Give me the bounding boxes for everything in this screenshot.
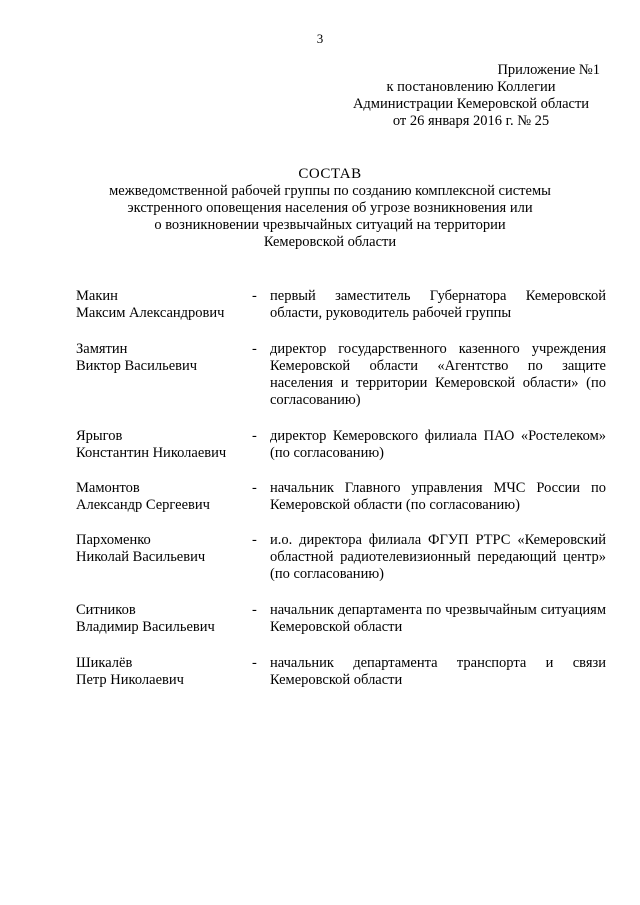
page-number: 3 xyxy=(316,31,324,46)
member-surname: Мамонтов xyxy=(76,480,140,496)
member-name xyxy=(76,602,252,636)
document-title xyxy=(60,165,600,251)
member-dash: - xyxy=(252,480,257,496)
member-given-name: Петр Николаевич xyxy=(76,672,184,688)
member-name xyxy=(76,655,252,689)
member-given-name: Виктор Васильевич xyxy=(76,358,198,374)
member-dash: - xyxy=(252,288,257,304)
member-dash: - xyxy=(252,602,257,618)
appendix-line-3: Администрации Кемеровской области xyxy=(352,96,590,112)
appendix-header xyxy=(330,62,612,130)
member-given-name: Владимир Васильевич xyxy=(76,619,215,635)
member-entry xyxy=(76,428,606,462)
member-entry xyxy=(76,655,606,689)
member-surname: Ярыгов xyxy=(76,428,123,444)
member-surname: Шикалёв xyxy=(76,655,133,671)
member-surname: Ситников xyxy=(76,602,136,618)
member-dash: - xyxy=(252,532,257,548)
appendix-line-2: к постановлению Коллегии xyxy=(386,79,556,95)
member-entry xyxy=(76,532,606,583)
title-line-4: Кемеровской области xyxy=(263,234,397,250)
title-heading: СОСТАВ xyxy=(298,166,362,182)
member-name xyxy=(76,341,252,375)
member-name xyxy=(76,428,252,462)
member-dash: - xyxy=(252,428,257,444)
member-surname: Макин xyxy=(76,288,118,304)
member-surname: Пархоменко xyxy=(76,532,151,548)
member-entry xyxy=(76,602,606,636)
member-entry xyxy=(76,288,606,322)
member-given-name: Максим Александрович xyxy=(76,305,225,321)
title-line-1: межведомственной рабочей группы по созданию комплексной системы xyxy=(109,183,551,199)
appendix-line-1: Приложение №1 xyxy=(497,62,600,78)
member-given-name: Николай Васильевич xyxy=(76,549,206,565)
member-dash: - xyxy=(252,655,257,671)
member-role: начальник департамента по чрезвычайным ситуациям Кемеровской области xyxy=(270,602,606,635)
member-role: директор Кемеровского филиала ПАО «Ростелеком» (по согласованию) xyxy=(270,428,606,461)
members-list xyxy=(76,288,606,689)
member-role: и.о. директора филиала ФГУП РТРС «Кемеровский областной радиотелевизионный передающий центр» (по согласованию) xyxy=(270,532,606,582)
member-role: начальник Главного управления МЧС России по Кемеровской области (по согласованию) xyxy=(270,480,606,513)
member-surname: Замятин xyxy=(76,341,128,357)
member-given-name: Константин Николаевич xyxy=(76,445,227,461)
title-line-2: экстренного оповещения населения об угрозе возникновения или xyxy=(127,200,533,216)
member-role: начальник департамента транспорта и связи Кемеровской области xyxy=(270,655,606,688)
member-entry xyxy=(76,480,606,514)
member-role: первый заместитель Губернатора Кемеровской области, руководитель рабочей группы xyxy=(270,288,606,321)
member-name xyxy=(76,480,252,514)
member-name xyxy=(76,288,252,322)
member-dash: - xyxy=(252,341,257,357)
member-name xyxy=(76,532,252,566)
member-given-name: Александр Сергеевич xyxy=(76,497,210,513)
member-entry xyxy=(76,341,606,409)
appendix-line-4: от 26 января 2016 г. № 25 xyxy=(392,113,550,129)
title-line-3: о возникновении чрезвычайных ситуаций на территории xyxy=(154,217,506,233)
member-role: директор государственного казенного учреждения Кемеровской области «Агентство по защите населения и территории Кемеровской области» (по согласованию) xyxy=(270,341,606,408)
